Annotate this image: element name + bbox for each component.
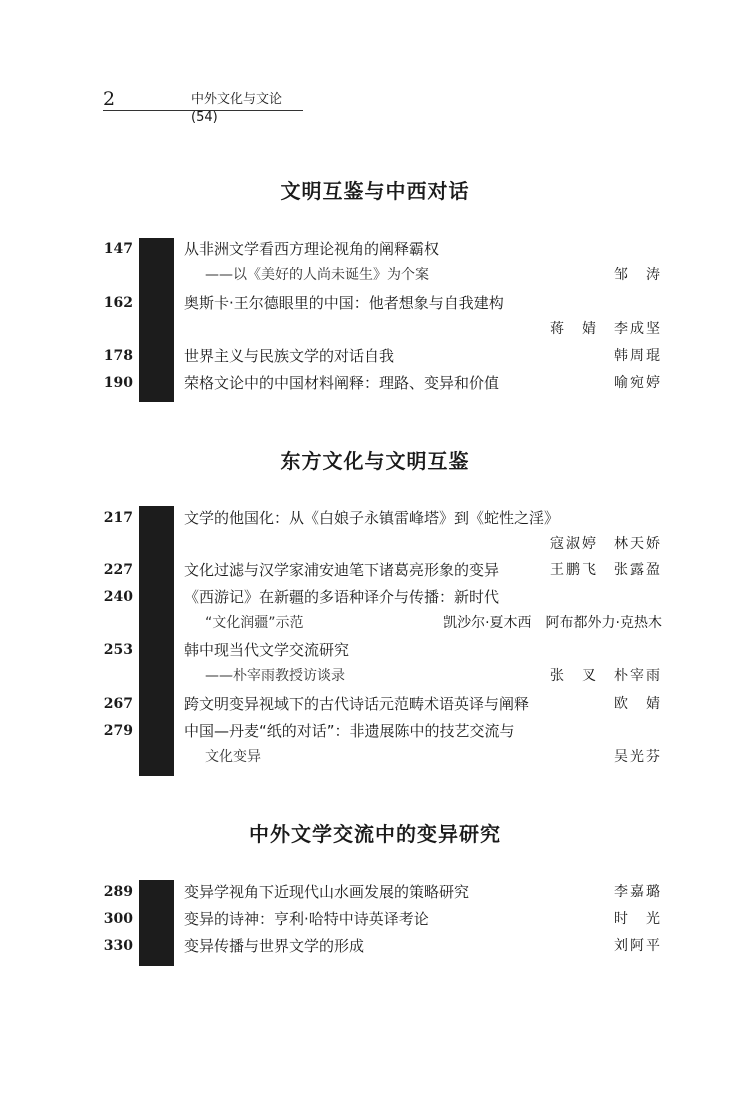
toc-entry[interactable] xyxy=(0,906,750,932)
entry-authors: 张 叉 朴宰雨 xyxy=(550,668,662,684)
section-title: 东方文化与文明互鉴 xyxy=(280,449,470,473)
entry-authors: 邹 涛 xyxy=(614,267,662,283)
toc-entry[interactable] xyxy=(0,879,750,905)
entry-page: 190 xyxy=(103,375,133,391)
page-number: 2 xyxy=(103,88,116,110)
toc-entry[interactable] xyxy=(0,370,750,396)
entry-title: 变异学视角下近现代山水画发展的策略研究 xyxy=(184,883,470,901)
entry-title: 变异的诗神：亨利·哈特中诗英译考论 xyxy=(184,910,429,928)
toc-entry[interactable] xyxy=(0,290,750,316)
toc-entry[interactable] xyxy=(0,637,750,663)
entry-page: 330 xyxy=(103,938,133,954)
entry-authors: 寇淑婷 林天娇 xyxy=(550,536,662,552)
entry-page: 217 xyxy=(103,510,133,526)
toc-entry[interactable] xyxy=(0,584,750,610)
entry-page: 227 xyxy=(103,562,133,578)
toc-entry-cont xyxy=(0,316,750,342)
entry-page: 300 xyxy=(103,911,133,927)
entry-authors: 欧 婧 xyxy=(614,696,662,712)
toc-entry-cont xyxy=(0,531,750,557)
toc-entry[interactable] xyxy=(0,343,750,369)
entry-authors: 凯沙尔·夏木西 阿布都外力·克热木 xyxy=(443,615,662,631)
toc-entry[interactable] xyxy=(0,691,750,717)
entry-title: 世界主义与民族文学的对话自我 xyxy=(184,347,395,365)
entry-authors: 韩周琨 xyxy=(614,348,662,364)
toc-entry[interactable] xyxy=(0,505,750,531)
entry-title: 荣格文论中的中国材料阐释：理路、变异和价值 xyxy=(184,374,500,392)
entry-page: 240 xyxy=(103,589,133,605)
entry-page: 289 xyxy=(103,884,133,900)
entry-authors: 吴光芬 xyxy=(614,749,662,765)
entry-authors: 蒋 婧 李成坚 xyxy=(550,321,662,337)
toc-entry-cont xyxy=(0,610,750,636)
entry-authors: 喻宛婷 xyxy=(614,375,662,391)
entry-page: 279 xyxy=(103,723,133,739)
entry-authors: 刘阿平 xyxy=(614,938,662,954)
toc-entry[interactable] xyxy=(0,718,750,744)
entry-title: 文化过滤与汉学家浦安迪笔下诸葛亮形象的变异 xyxy=(184,561,500,579)
toc-entry-cont xyxy=(0,663,750,689)
entry-subtitle: ——朴宰雨教授访谈录 xyxy=(205,668,345,684)
entry-title: 韩中现当代文学交流研究 xyxy=(184,641,350,659)
entry-title: 中国—丹麦“纸的对话”：非遗展陈中的技艺交流与 xyxy=(184,722,515,740)
toc-entry-cont xyxy=(0,262,750,288)
entry-title: 变异传播与世界文学的形成 xyxy=(184,937,365,955)
entry-authors: 时 光 xyxy=(614,911,662,927)
journal-title: 中外文化与文论(54) xyxy=(191,92,283,125)
entry-title: 文学的他国化：从《白娘子永镇雷峰塔》到《蛇性之淫》 xyxy=(184,509,560,527)
toc-entry[interactable] xyxy=(0,236,750,262)
toc-entry[interactable] xyxy=(0,933,750,959)
entry-page: 178 xyxy=(103,348,133,364)
entry-title: 奥斯卡·王尔德眼里的中国：他者想象与自我建构 xyxy=(184,294,504,312)
entry-subtitle: “文化润疆”示范 xyxy=(205,615,304,631)
entry-page: 253 xyxy=(103,642,133,658)
toc-entry-cont xyxy=(0,744,750,770)
entry-title: 跨文明变异视域下的古代诗话元范畴术语英译与阐释 xyxy=(184,695,530,713)
entry-page: 162 xyxy=(103,295,133,311)
entry-subtitle: 文化变异 xyxy=(205,749,261,765)
entry-page: 267 xyxy=(103,696,133,712)
section-title: 中外文学交流中的变异研究 xyxy=(249,822,501,846)
entry-authors: 王鹏飞 张露盈 xyxy=(550,562,662,578)
entry-subtitle: ——以《美好的人尚未诞生》为个案 xyxy=(205,267,429,283)
entry-title: 从非洲文学看西方理论视角的阐释霸权 xyxy=(184,240,440,258)
section-title: 文明互鉴与中西对话 xyxy=(280,179,470,203)
entry-page: 147 xyxy=(103,241,133,257)
running-header xyxy=(103,88,303,125)
entry-authors: 李嘉璐 xyxy=(614,884,662,900)
entry-title: 《西游记》在新疆的多语种译介与传播：新时代 xyxy=(184,588,500,606)
toc-entry[interactable] xyxy=(0,557,750,583)
